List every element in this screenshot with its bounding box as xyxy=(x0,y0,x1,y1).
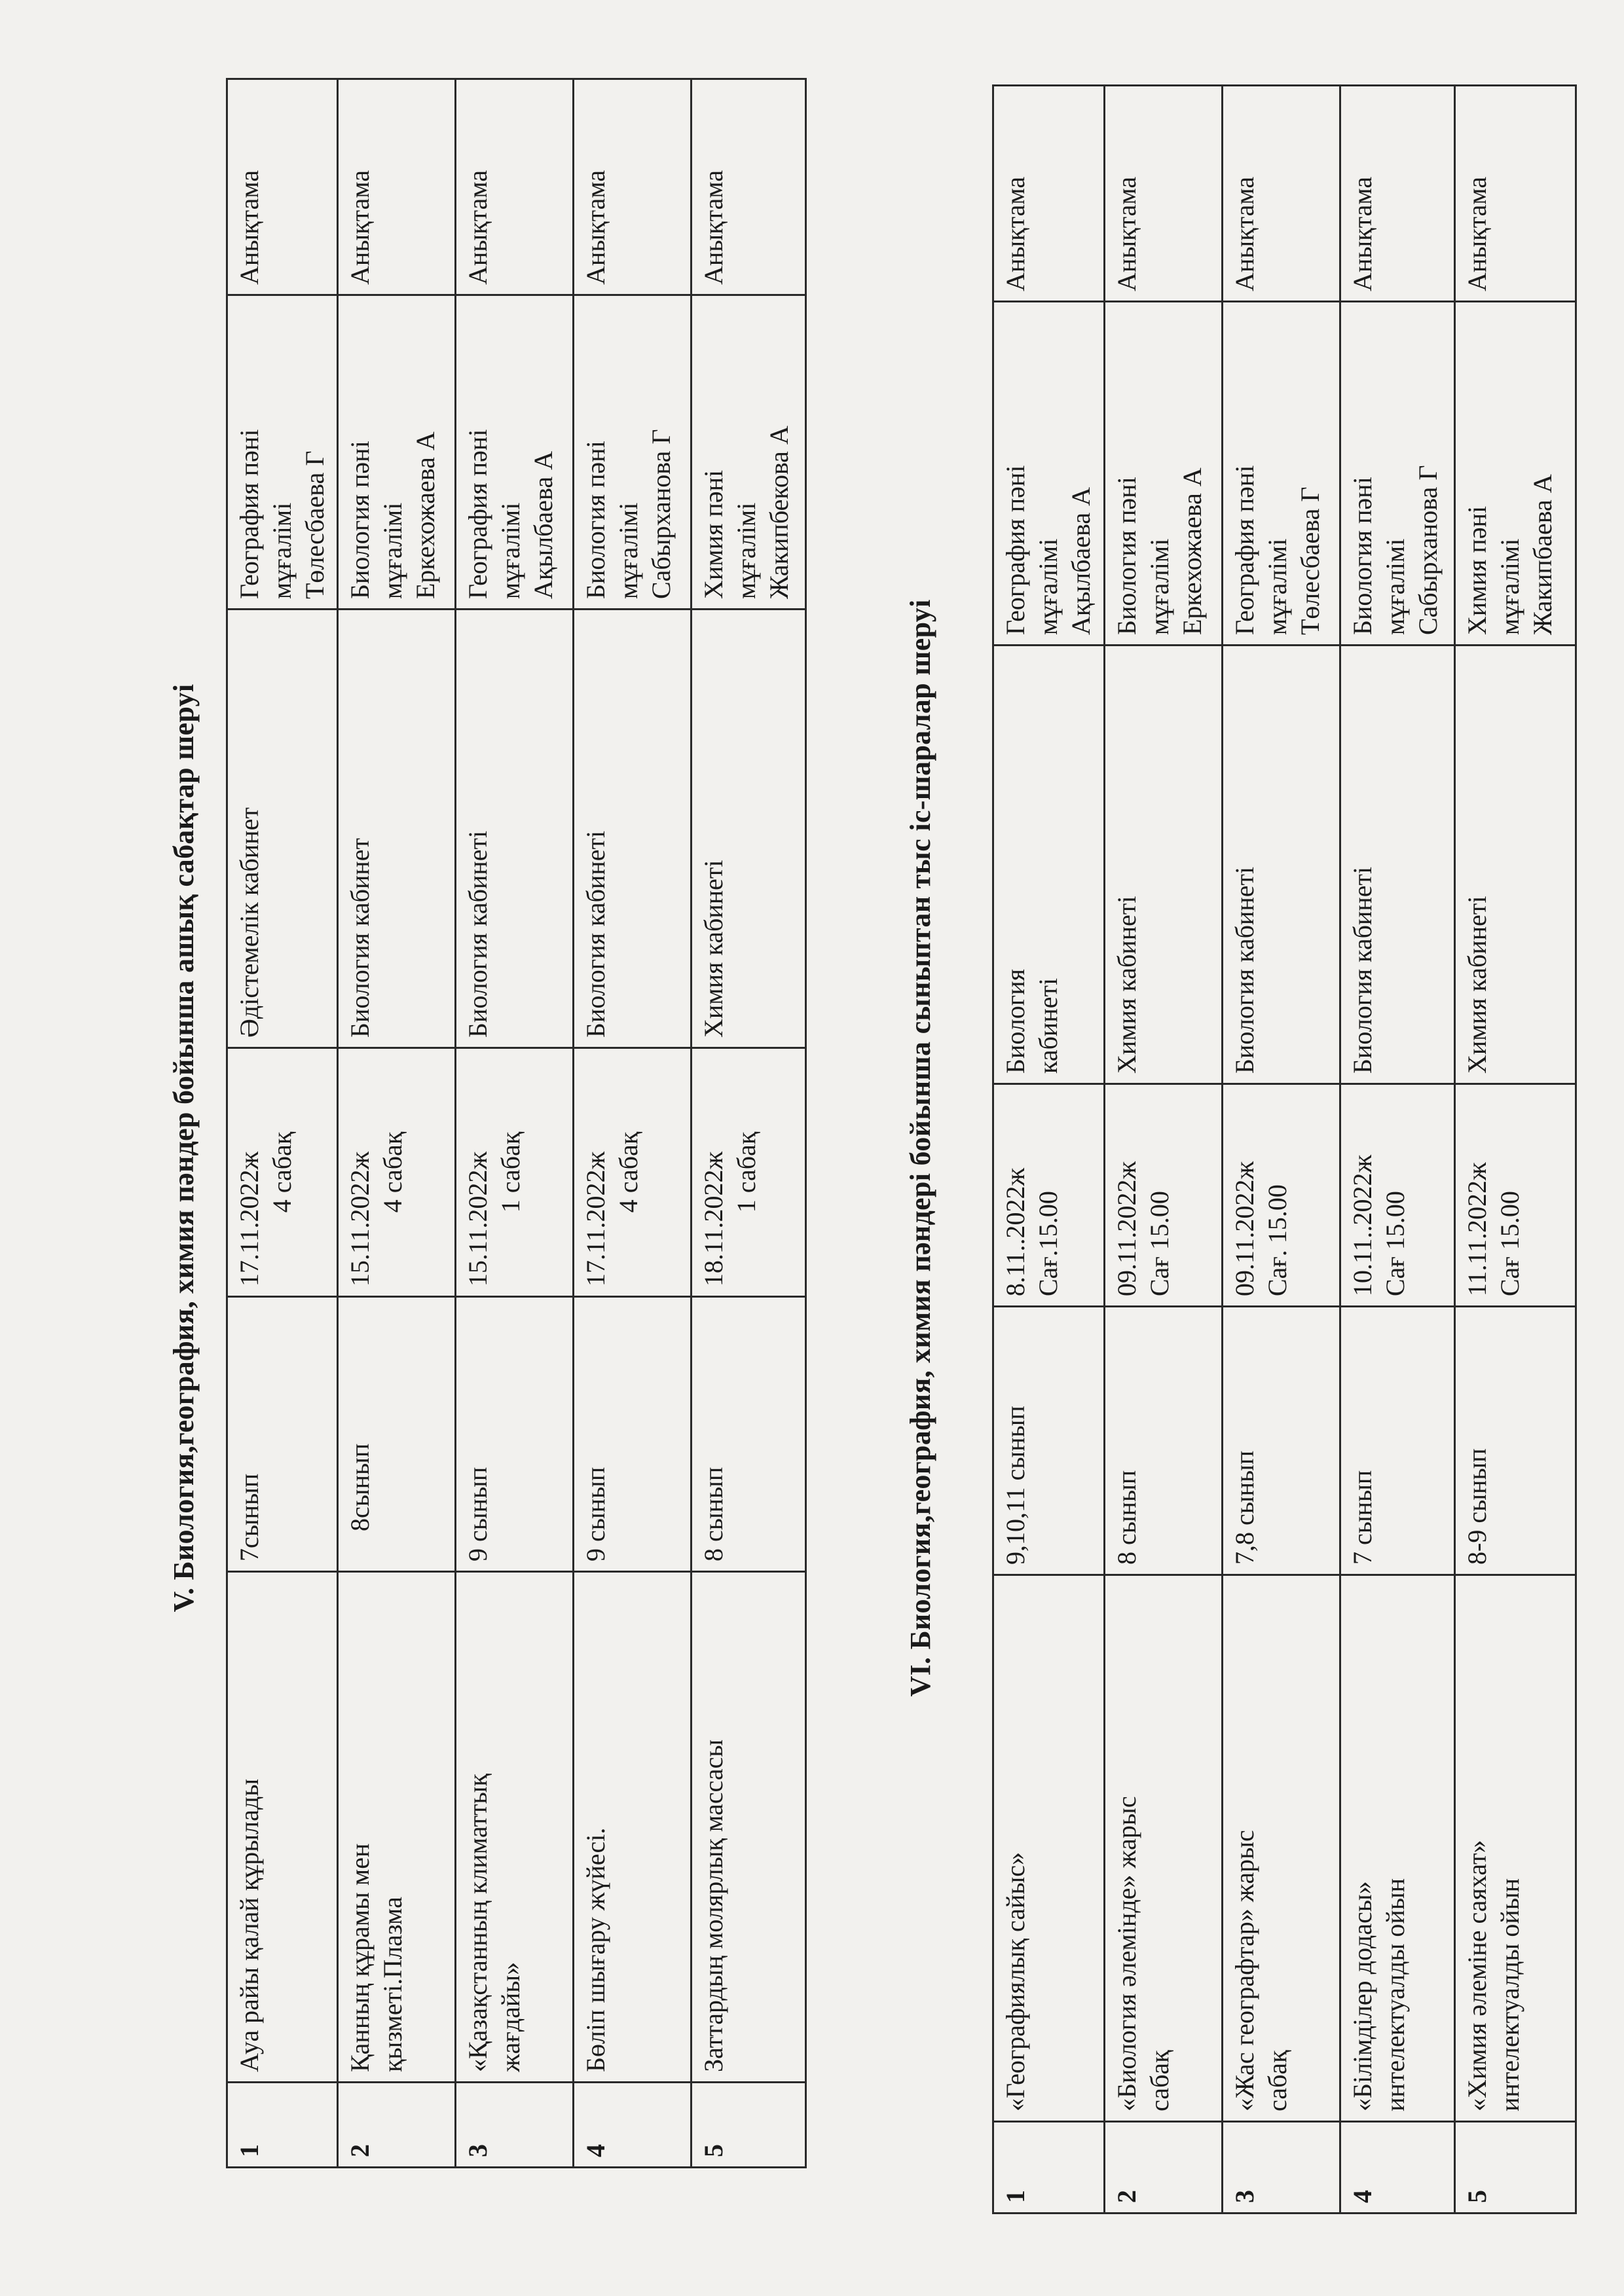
date-cell-line: 09.11.2022ж xyxy=(1230,1161,1259,1296)
row-number: 5 xyxy=(1455,2122,1576,2214)
topic-cell-line: интелектуалды ойын xyxy=(1380,1878,1410,2111)
teacher-cell-line: География пәні xyxy=(1001,465,1030,635)
topic-cell-line: «Химия әлеміне саяхат» xyxy=(1462,1840,1492,2111)
teacher-cell-line: мұғалімі xyxy=(1495,538,1524,635)
teacher-cell-line: Сабырханова Г xyxy=(1413,465,1443,635)
teacher-cell-line: География пәні xyxy=(1230,465,1259,635)
place-cell xyxy=(456,610,574,1048)
topic-cell-line: жағдайы» xyxy=(496,1961,525,2072)
date-cell xyxy=(227,1048,338,1297)
topic-cell-line: сабақ xyxy=(1263,2050,1292,2111)
teacher-cell xyxy=(993,302,1105,646)
teacher-cell-line: мұғалімі xyxy=(1145,538,1174,635)
teacher-cell-line: Төлесбаева Г xyxy=(300,450,329,599)
row-number: 1 xyxy=(227,2083,338,2168)
table-row xyxy=(456,79,574,2168)
teacher-cell-line: Биология пәні xyxy=(1348,477,1377,635)
document-type-cell: Анықтама xyxy=(1105,86,1223,302)
table-row xyxy=(1455,86,1576,2214)
teacher-cell xyxy=(692,295,806,610)
table-row xyxy=(1105,86,1223,2214)
date-cell xyxy=(338,1048,456,1297)
topic-cell-line: қызметі.Плазма xyxy=(378,1897,407,2072)
teacher-cell-line: География пәні xyxy=(463,429,492,599)
topic-cell xyxy=(1105,1575,1223,2122)
row-number: 5 xyxy=(692,2083,806,2168)
row-number: 4 xyxy=(574,2083,692,2168)
teacher-cell-line: Ақылбаева А xyxy=(528,450,558,599)
teacher-cell-line: мұғалімі xyxy=(1033,538,1063,635)
topic-cell-line: сабақ xyxy=(1145,2050,1174,2111)
teacher-cell-line: География пәні xyxy=(234,429,264,599)
topic-cell-line: «Қазақстанның климаттық xyxy=(463,1774,492,2072)
place-cell xyxy=(1455,646,1576,1084)
table-row xyxy=(692,79,806,2168)
date-cell-line: 17.11.2022ж xyxy=(581,1151,610,1286)
table-row xyxy=(993,86,1105,2214)
date-cell-line: 09.11.2022ж xyxy=(1112,1161,1141,1296)
document-type-cell: Анықтама xyxy=(692,79,806,295)
topic-cell xyxy=(692,1572,806,2083)
date-cell-line: 4 сабақ xyxy=(267,1131,297,1213)
place-cell-line: Биология xyxy=(1001,968,1030,1074)
topic-cell xyxy=(338,1572,456,2083)
teacher-cell-line: мұғалімі xyxy=(267,502,297,599)
date-cell-line: 4 сабақ xyxy=(378,1131,407,1213)
section-5-heading: V. Биология,география, химия пәндер бойынша ашық сабақтар шеруі xyxy=(168,683,200,1613)
topic-cell xyxy=(1340,1575,1455,2122)
place-cell xyxy=(1105,646,1223,1084)
date-cell-line: 1 сабақ xyxy=(496,1131,525,1213)
date-cell xyxy=(456,1048,574,1297)
document-type-cell: Анықтама xyxy=(338,79,456,295)
place-cell xyxy=(692,610,806,1048)
place-cell xyxy=(574,610,692,1048)
section-5-table xyxy=(226,78,807,2168)
place-cell-line: Биология кабинеті xyxy=(581,830,610,1038)
teacher-cell-line: Биология пәні xyxy=(345,441,375,599)
teacher-cell xyxy=(1455,302,1576,646)
grade-cell: 7сынып xyxy=(227,1297,338,1572)
document-type-cell: Анықтама xyxy=(1340,86,1455,302)
place-cell-line: Биология кабинеті xyxy=(463,830,492,1038)
date-cell xyxy=(993,1084,1105,1307)
teacher-cell xyxy=(574,295,692,610)
document-type-cell: Анықтама xyxy=(456,79,574,295)
row-number: 3 xyxy=(1223,2122,1340,2214)
date-cell xyxy=(1223,1084,1340,1307)
topic-cell xyxy=(456,1572,574,2083)
document-type-cell: Анықтама xyxy=(227,79,338,295)
place-cell xyxy=(993,646,1105,1084)
date-cell xyxy=(692,1048,806,1297)
grade-cell: 7 сынып xyxy=(1340,1307,1455,1575)
place-cell-line: Биология кабинеті xyxy=(1348,866,1377,1074)
date-cell-line: Сағ. 15.00 xyxy=(1263,1184,1292,1296)
teacher-cell-line: мұғалімі xyxy=(731,502,761,599)
teacher-cell-line: Ақылбаева А xyxy=(1066,486,1096,635)
topic-cell-line: «Географиялық сайыс» xyxy=(1001,1851,1030,2111)
date-cell xyxy=(1105,1084,1223,1307)
teacher-cell xyxy=(1105,302,1223,646)
grade-cell: 9 сынып xyxy=(456,1297,574,1572)
date-cell-line: 15.11.2022ж xyxy=(463,1151,492,1286)
date-cell-line: Сағ 15.00 xyxy=(1495,1191,1524,1296)
place-cell-line: Әдістемелік кабинет xyxy=(234,807,264,1038)
teacher-cell xyxy=(338,295,456,610)
topic-cell-line: интелектуалды ойын xyxy=(1495,1878,1524,2111)
teacher-cell-line: Химия пәні xyxy=(1462,505,1492,635)
document-type-cell: Анықтама xyxy=(1455,86,1576,302)
teacher-cell-line: мұғалімі xyxy=(496,502,525,599)
date-cell-line: 1 сабақ xyxy=(731,1131,761,1213)
date-cell-line: 4 сабақ xyxy=(614,1131,643,1213)
teacher-cell-line: Жакипбекова А xyxy=(764,426,794,599)
topic-cell-line: «Білімділер додасы» xyxy=(1348,1881,1377,2111)
row-number: 3 xyxy=(456,2083,574,2168)
date-cell-line: Сағ.15.00 xyxy=(1033,1191,1063,1296)
topic-cell-line: Заттардың молярлық массасы xyxy=(699,1739,728,2072)
place-cell-line: Химия кабинеті xyxy=(1112,896,1141,1074)
teacher-cell xyxy=(456,295,574,610)
topic-cell-line: Ауа райы қалай құрылады xyxy=(234,1778,264,2072)
teacher-cell-line: Еркехожаева А xyxy=(411,431,440,599)
place-cell-line: Химия кабинеті xyxy=(699,860,728,1038)
teacher-cell-line: мұғалімі xyxy=(1263,538,1292,635)
place-cell xyxy=(1223,646,1340,1084)
teacher-cell-line: мұғалімі xyxy=(614,502,643,599)
date-cell-line: 10.11..2022ж xyxy=(1348,1154,1377,1296)
place-cell-line: кабинеті xyxy=(1033,977,1063,1074)
row-number: 2 xyxy=(1105,2122,1223,2214)
teacher-cell-line: Жакипбаева А xyxy=(1528,474,1557,635)
row-number: 1 xyxy=(993,2122,1105,2214)
teacher-cell-line: мұғалімі xyxy=(1380,538,1410,635)
date-cell-line: Сағ 15.00 xyxy=(1380,1191,1410,1296)
teacher-cell xyxy=(227,295,338,610)
row-number: 2 xyxy=(338,2083,456,2168)
place-cell-line: Биология кабинеті xyxy=(1230,866,1259,1074)
section-6-heading: VI. Биология,география, химия пәндері бойынша сыныптан тыс іс-шаралар шеруі xyxy=(904,599,936,1697)
section-6-table xyxy=(992,84,1577,2214)
place-cell xyxy=(1340,646,1455,1084)
place-cell-line: Химия кабинеті xyxy=(1462,896,1492,1074)
teacher-cell-line: Сабырханова Г xyxy=(646,429,676,599)
table-row xyxy=(1340,86,1455,2214)
teacher-cell-line: мұғалімі xyxy=(378,502,407,599)
teacher-cell-line: Төлесбаева Г xyxy=(1295,486,1325,635)
place-cell xyxy=(338,610,456,1048)
row-number: 4 xyxy=(1340,2122,1455,2214)
date-cell xyxy=(574,1048,692,1297)
teacher-cell-line: Еркехожаева А xyxy=(1177,467,1207,635)
topic-cell xyxy=(1223,1575,1340,2122)
topic-cell-line: Қанның құрамы мен xyxy=(345,1843,375,2072)
topic-cell xyxy=(1455,1575,1576,2122)
table-row xyxy=(227,79,338,2168)
grade-cell: 8 сынып xyxy=(692,1297,806,1572)
topic-cell-line: «Жас географтар» жарыс xyxy=(1230,1830,1259,2111)
grade-cell: 8-9 сынып xyxy=(1455,1307,1576,1575)
document-type-cell: Анықтама xyxy=(993,86,1105,302)
date-cell-line: 17.11.2022ж xyxy=(234,1151,264,1286)
date-cell-line: 8.11..2022ж xyxy=(1001,1167,1030,1296)
topic-cell-line: Бөліп шығару жүйесі. xyxy=(581,1827,610,2072)
date-cell-line: 15.11.2022ж xyxy=(345,1151,375,1286)
place-cell-line: Биология кабинет xyxy=(345,838,375,1038)
grade-cell: 8 сынып xyxy=(1105,1307,1223,1575)
teacher-cell-line: Биология пәні xyxy=(1112,477,1141,635)
grade-cell: 8сынып xyxy=(338,1297,456,1572)
teacher-cell xyxy=(1340,302,1455,646)
grade-cell: 9 сынып xyxy=(574,1297,692,1572)
teacher-cell xyxy=(1223,302,1340,646)
grade-cell: 7,8 сынып xyxy=(1223,1307,1340,1575)
topic-cell-line: «Биология әлемінде» жарыс xyxy=(1112,1796,1141,2111)
date-cell xyxy=(1340,1084,1455,1307)
topic-cell xyxy=(227,1572,338,2083)
date-cell xyxy=(1455,1084,1576,1307)
teacher-cell-line: Биология пәні xyxy=(581,441,610,599)
table-row xyxy=(574,79,692,2168)
teacher-cell-line: Химия пәні xyxy=(699,469,728,599)
date-cell-line: 11.11.2022ж xyxy=(1462,1162,1492,1296)
topic-cell xyxy=(993,1575,1105,2122)
table-row xyxy=(338,79,456,2168)
place-cell xyxy=(227,610,338,1048)
grade-cell: 9,10,11 сынып xyxy=(993,1307,1105,1575)
date-cell-line: 18.11.2022ж xyxy=(699,1151,728,1286)
topic-cell xyxy=(574,1572,692,2083)
document-type-cell: Анықтама xyxy=(574,79,692,295)
date-cell-line: Сағ 15.00 xyxy=(1145,1191,1174,1296)
table-row xyxy=(1223,86,1340,2214)
document-type-cell: Анықтама xyxy=(1223,86,1340,302)
